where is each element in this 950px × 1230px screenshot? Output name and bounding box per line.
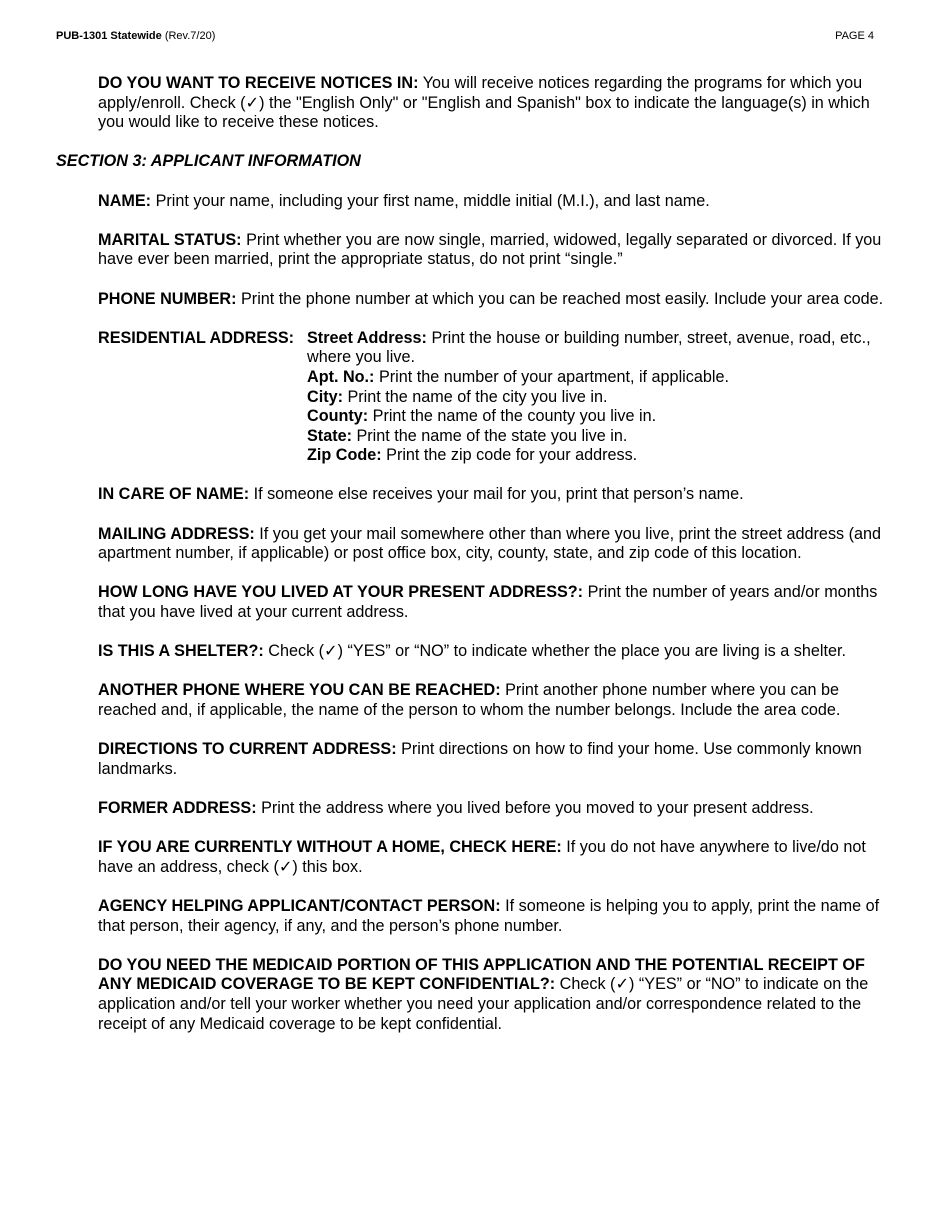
shelter-instruction (98, 642, 898, 662)
zip-code-item (307, 446, 898, 466)
street-address-text: Print the house or building number, street, avenue, road, etc., where you live. (307, 328, 871, 367)
shelter-text: Check (✓) “YES” or “NO” to indicate whether the place you are living is a shelter. (268, 642, 846, 661)
zip-code-label: Zip Code: (307, 446, 382, 465)
how-long-text: Print the number of years and/or months that you have lived at your current address. (98, 583, 878, 622)
form-id: PUB-1301 Statewide (56, 30, 162, 42)
care-of-name-text: If someone else receives your mail for you, print that person’s name. (253, 485, 744, 504)
shelter-label: IS THIS A SHELTER?: (98, 642, 264, 661)
care-of-name-instruction (98, 485, 898, 505)
care-of-name-label: IN CARE OF NAME: (98, 485, 250, 504)
mailing-address-text: If you get your mail somewhere other than where you live, print the street address (and apartment number, if applicable) or post office box, city, county, state, and zip code of this location. (98, 524, 882, 563)
another-phone-text: Print another phone number where you can be reached and, if applicable, the name of the person to whom the number belongs. Include the area code. (98, 681, 841, 719)
state-text: Print the name of the state you live in. (356, 426, 628, 445)
residential-address-instruction (98, 329, 898, 466)
homeless-text: If you do not have anywhere to live/do not have an address, check (✓) this box. (98, 838, 866, 876)
page-number: PAGE 4 (835, 30, 874, 42)
state-item (307, 427, 898, 447)
marital-status-instruction (98, 231, 898, 270)
directions-instruction (98, 740, 898, 779)
directions-label: DIRECTIONS TO CURRENT ADDRESS: (98, 740, 397, 759)
agency-label: AGENCY HELPING APPLICANT/CONTACT PERSON: (98, 896, 501, 915)
name-label: NAME: (98, 191, 152, 210)
residential-address-label: RESIDENTIAL ADDRESS: (98, 328, 295, 347)
city-label: City: (307, 387, 343, 406)
county-text: Print the name of the county you live in. (372, 407, 657, 426)
phone-number-label: PHONE NUMBER: (98, 289, 237, 308)
state-label: State: (307, 426, 352, 445)
instructions-body (56, 74, 898, 1054)
name-text: Print your name, including your first name, middle initial (M.I.), and last name. (155, 191, 710, 210)
directions-text: Print directions on how to find your home. Use commonly known landmarks. (98, 740, 862, 778)
phone-number-text: Print the phone number at which you can be reached most easily. Include your area code. (241, 289, 884, 308)
county-item (307, 407, 898, 427)
marital-status-label: MARITAL STATUS: (98, 230, 242, 249)
street-address-label: Street Address: (307, 328, 427, 347)
street-address-item (307, 329, 898, 368)
homeless-label: IF YOU ARE CURRENTLY WITHOUT A HOME, CHECK HERE: (98, 838, 562, 857)
former-address-text: Print the address where you lived before you moved to your present address. (261, 798, 814, 817)
section-3-title: SECTION 3: APPLICANT INFORMATION (56, 152, 361, 171)
how-long-instruction (98, 583, 898, 622)
confidential-label: DO YOU NEED THE MEDICAID PORTION OF THIS APPLICATION AND THE POTENTIAL RECEIPT OF ANY MEDICAID COVERAGE TO BE KEPT CONFIDENTIAL?: (98, 955, 865, 994)
county-label: County: (307, 407, 369, 426)
how-long-label: HOW LONG HAVE YOU LIVED AT YOUR PRESENT ADDRESS?: (98, 583, 584, 602)
mailing-address-instruction (98, 525, 898, 564)
marital-status-text: Print whether you are now single, married, widowed, legally separated or divorced. If you have ever been married, print the appropriate status, do not print “single.” (98, 230, 882, 269)
apt-no-item (307, 368, 898, 388)
another-phone-label: ANOTHER PHONE WHERE YOU CAN BE REACHED: (98, 681, 501, 700)
homeless-instruction (98, 838, 898, 877)
phone-number-instruction (98, 290, 898, 310)
agency-text: If someone is helping you to apply, print the name of that person, their agency, if any, and the person’s phone number. (98, 896, 880, 935)
city-text: Print the name of the city you live in. (347, 387, 608, 406)
residential-address-items (307, 329, 898, 466)
former-address-label: FORMER ADDRESS: (98, 798, 257, 817)
notices-label: DO YOU WANT TO RECEIVE NOTICES IN: (98, 74, 419, 92)
another-phone-instruction (98, 681, 898, 720)
apt-no-label: Apt. No.: (307, 367, 375, 386)
name-instruction (98, 192, 898, 212)
mailing-address-label: MAILING ADDRESS: (98, 524, 255, 543)
form-identifier (56, 30, 215, 42)
former-address-instruction (98, 799, 898, 819)
notices-text: You will receive notices regarding the programs for which you apply/enroll. Check (✓) the "English Only" or "English and Spanish" box to indicate the language(s) in which you would like to receive these notices. (98, 74, 870, 132)
notices-instruction (98, 74, 898, 133)
page-header (56, 29, 874, 43)
confidential-text: Check (✓) “YES” or “NO” to indicate on the application and/or tell your worker whether you need your application and/or correspondence related to the receipt of any Medicaid coverage to be kept confidential. (98, 975, 869, 1033)
confidential-instruction (98, 956, 898, 1034)
zip-code-text: Print the zip code for your address. (386, 446, 638, 465)
apt-no-text: Print the number of your apartment, if applicable. (378, 367, 729, 386)
city-item (307, 388, 898, 408)
form-revision: (Rev.7/20) (164, 30, 216, 42)
agency-instruction (98, 897, 898, 936)
